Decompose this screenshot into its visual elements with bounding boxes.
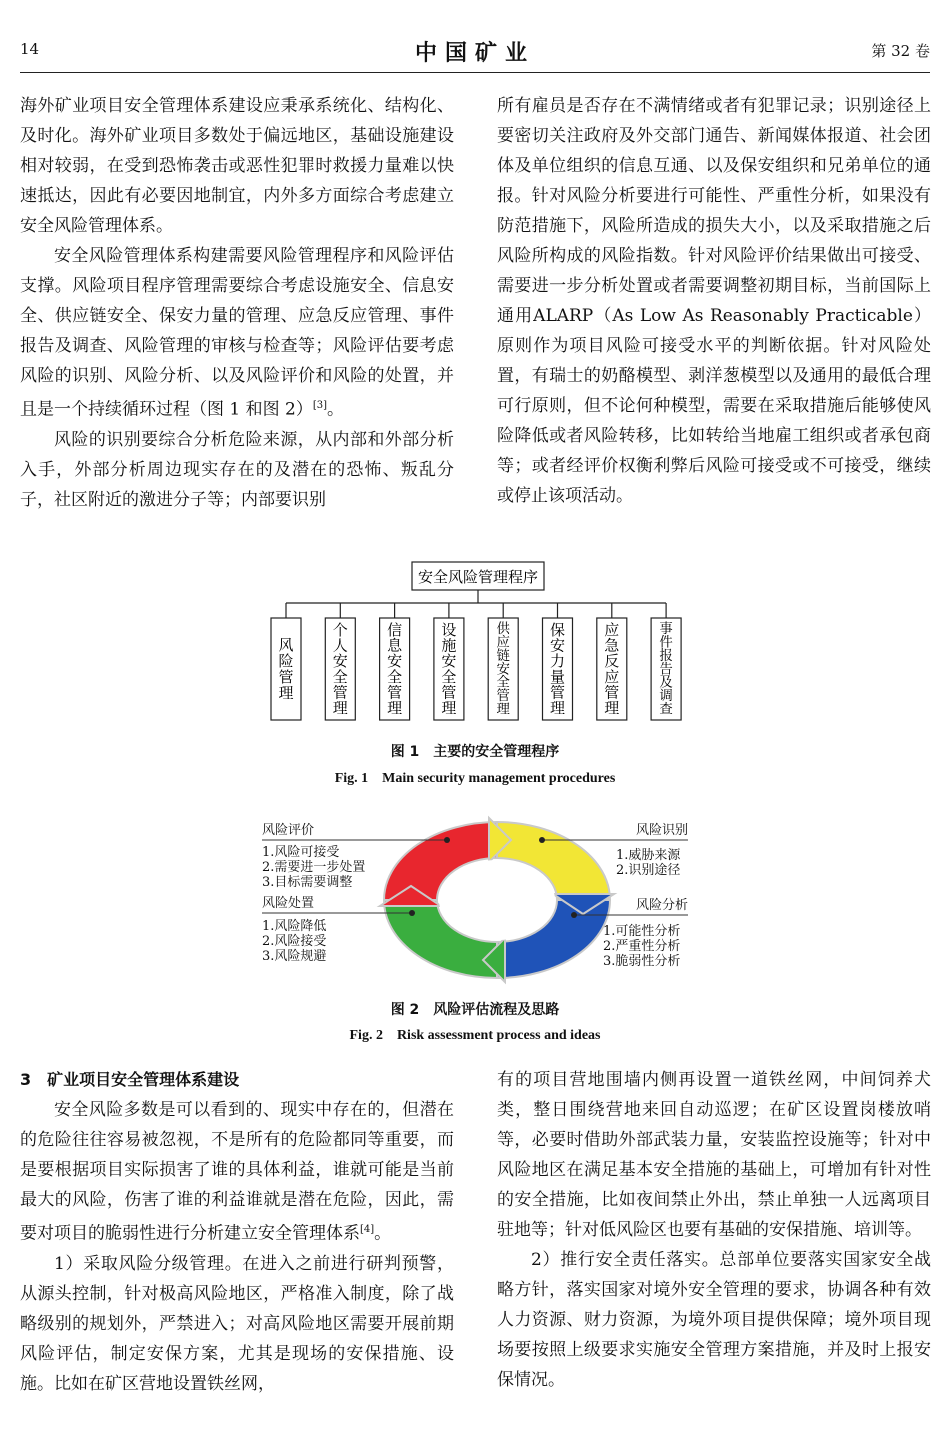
treat-item: 2.风险接受 [262, 934, 327, 949]
paragraph: 海外矿业项目安全管理体系建设应秉承系统化、结构化、及时化。海外矿业项目多数处于偏远地区，基础设施建设相对较弱，在受到恐怖袭击或恶性犯罪时救援力量难以快速抵达，因此有必要因地制宜，内外多方面综合考虑建立安全风险管理体系。 [20, 96, 454, 236]
paragraph: 所有雇员是否存在不满情绪或者有犯罪记录；识别途径上要密切关注政府及外交部门通告、新闻媒体报道、社会团体及单位组织的信息互通、以及保安组织和兄弟单位的通报。针对风险分析要进行可能性、严重性分析，如果没有防范措施下，风险所造成的损失大小，以及采取措施之后风险所构成的风险指数。针对风险评价结果做出可接受、需要进一步分析处置或者需要调整初期目标，当前国际上通用ALARP（As Low As Reasonably Practicable）原则作为项目风险可接受水平的判断依据。针对风险处置，有瑞士的奶酪模型、剥洋葱模型以及通用的最低合理可行原则，但不论何种模型，需要在采取措施后能够使风险降低或者风险转移，比如转给当地雇工组织或者承包商等；或者经评价权衡利弊后风险可接受或不可接受，继续或停止该项活动。 [497, 96, 931, 506]
leader-dot [571, 912, 577, 918]
volume-label: 第 32 卷 [871, 42, 930, 60]
paragraph: 1）采取风险分级管理。在进入之前进行研判预警，从源头控制，针对极高风险地区，严格准入制度，除了战略级别的规划外，严禁进入；对高风险地区需要开展前期风险评估，制定安保方案，尤其是现场的安保措施、设施。比如在矿区营地设置铁丝网， [20, 1253, 454, 1394]
eval-item: 3.目标需要调整 [262, 875, 353, 890]
text-column-right-top [497, 91, 931, 511]
text-column-left-bottom [20, 1065, 454, 1399]
eval-item: 2.需要进一步处置 [262, 860, 366, 875]
procedure-label: 风险管理 [278, 636, 294, 703]
procedure-label: 事件报告及调查 [659, 622, 673, 718]
paragraph-text: 安全风险多数是可以看到的、现实中存在的，但潜在的危险往往容易被忽视，不是所有的危险都同等重要，而是要根据项目实际损害了谁的具体利益，谁就可能是当前最大的风险，伤害了谁的利益谁就是潜在危险，因此，需要对项目的脆弱性进行分析建立安全管理体系 [20, 1100, 454, 1244]
page-header [0, 0, 950, 76]
ident-item: 1.威胁来源 [616, 848, 681, 863]
ident-item: 2.识别途径 [616, 863, 681, 878]
figure-1-caption-cn: 图 1 主要的安全管理程序 [390, 744, 560, 760]
figure-2 [0, 815, 950, 1050]
procedure-label: 应急反应管理 [604, 620, 620, 718]
paragraph: 2）推行安全责任落实。总部单位要落实国家安全战略方针，落实国家对境外安全管理的要求，协调各种有效人力资源、财力资源，为境外项目提供保障；境外项目现场要按照上级要求实施安全管理方案措施，并及时上报安保情况。 [497, 1250, 931, 1390]
anal-title: 风险分析 [635, 898, 688, 913]
root-label: 安全风险管理程序 [417, 568, 539, 586]
eval-title: 风险评价 [262, 823, 315, 838]
paragraph [20, 1095, 454, 1249]
eval-item: 1.风险可接受 [262, 845, 340, 860]
procedure-label: 保安力量管理 [549, 620, 566, 718]
leader-dot [539, 837, 545, 843]
citation: [4] [360, 1224, 375, 1235]
figure-1 [0, 555, 950, 795]
paragraph-end: 。 [327, 399, 345, 420]
figure-1-caption-en: Fig. 1 Main security management procedures [334, 771, 616, 786]
procedure-label: 个人安全管理 [332, 620, 348, 718]
paragraph [20, 241, 454, 425]
journal-title: 中国矿业 [414, 40, 535, 66]
header-rule [20, 72, 930, 73]
procedure-label: 信息安全管理 [387, 620, 403, 718]
anal-item: 2.严重性分析 [603, 939, 681, 954]
procedure-label: 设施安全管理 [441, 620, 457, 718]
paragraph-text: 安全风险管理体系构建需要风险管理程序和风险评估支撑。风险项目程序管理需要综合考虑设施安全、信息安全、供应链安全、保安力量的管理、应急反应管理、事件报告及调查、风险管理的审核与检查等；风险评估要考虑风险的识别、风险分析、以及风险评价和风险的处置，并且是一个持续循环过程（图 1 和图 2） [20, 246, 454, 420]
section-heading: 3 矿业项目安全管理体系建设 [20, 1070, 240, 1089]
paragraph: 有的项目营地围墙内侧再设置一道铁丝网，中间饲养犬类，整日围绕营地来回自动巡逻；在矿区设置岗楼放哨等，必要时借助外部武装力量，安装监控设施等；针对中风险地区在满足基本安全措施的基础上，可增加有针对性的安全措施，比如夜间禁止外出，禁止单独一人远离项目驻地等；针对低风险区也要有基础的安保措施、培训等。 [497, 1070, 931, 1240]
figure-2-caption-en: Fig. 2 Risk assessment process and ideas [349, 1028, 601, 1043]
ident-title: 风险识别 [635, 823, 688, 838]
treat-title: 风险处置 [262, 896, 315, 911]
figure-2-caption-cn: 图 2 风险评估流程及思路 [390, 1002, 560, 1018]
treat-item: 1.风险降低 [262, 919, 327, 934]
text-column-left-top [20, 91, 454, 515]
procedure-label: 供应链安全管理 [496, 622, 510, 718]
leader-dot [409, 910, 415, 916]
anal-item: 3.脆弱性分析 [603, 954, 681, 969]
paragraph: 风险的识别要综合分析危险来源，从内部和外部分析入手，外部分析周边现实存在的及潜在的恐怖、叛乱分子，社区附近的激进分子等；内部要识别 [20, 429, 454, 510]
text-column-right-bottom [497, 1065, 931, 1395]
figure-2-diagram [0, 815, 950, 990]
citation: [3] [312, 400, 328, 411]
cycle-center [439, 860, 555, 940]
paragraph-end: 。 [374, 1223, 392, 1244]
anal-item: 1.可能性分析 [603, 924, 681, 939]
leader-dot [444, 837, 450, 843]
treat-item: 3.风险规避 [262, 949, 327, 964]
page-number: 14 [20, 40, 40, 58]
